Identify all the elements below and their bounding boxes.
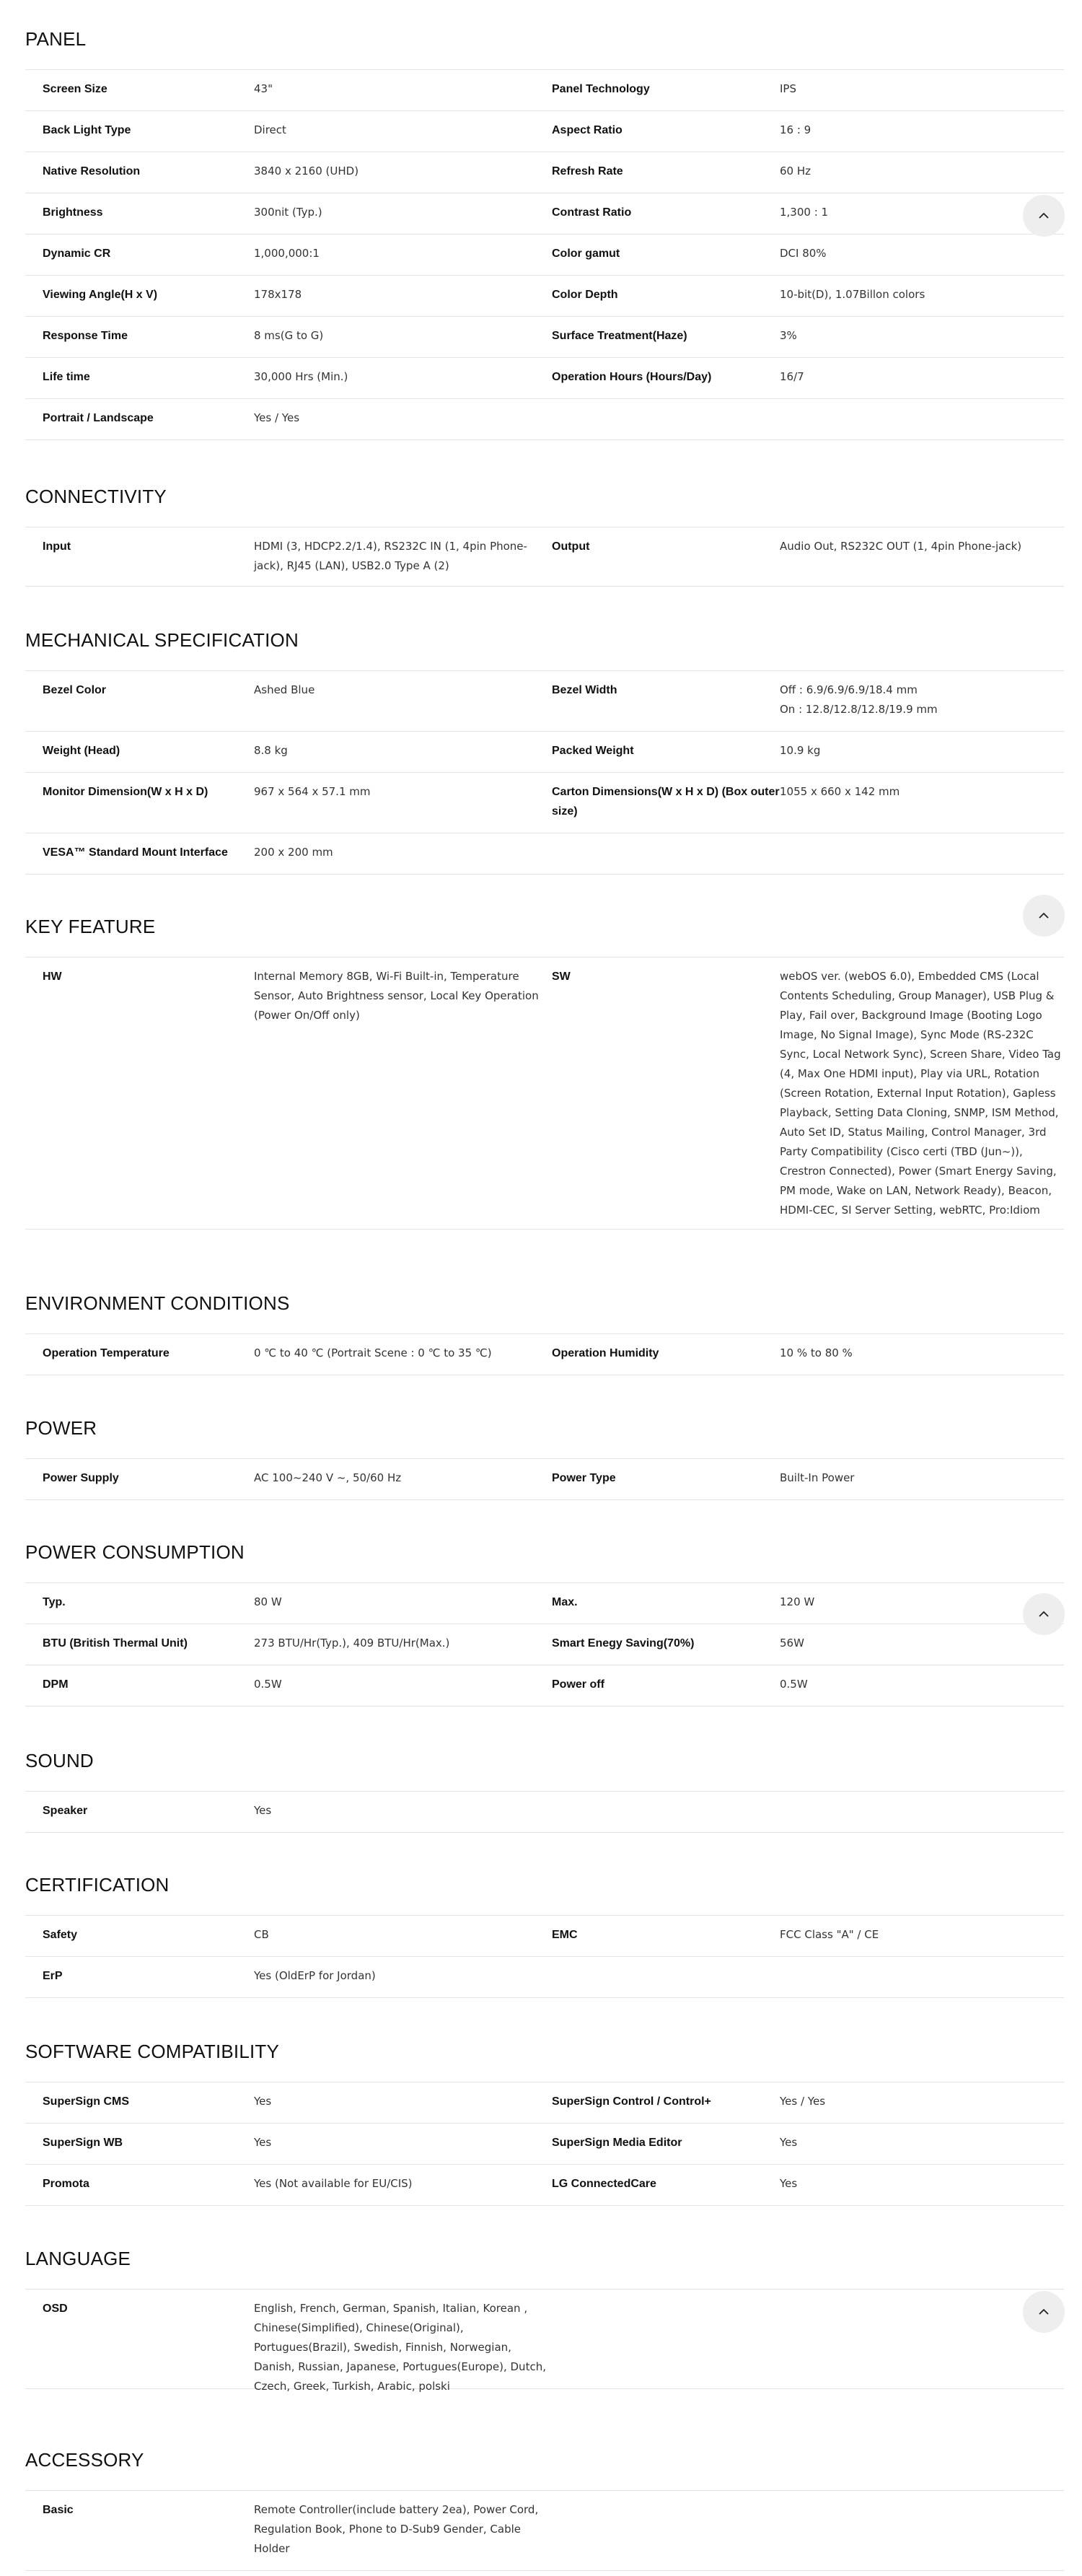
- spec-label: Contrast Ratio: [552, 206, 632, 219]
- spec-value: Off : 6.9/6.9/6.9/18.4 mm On : 12.8/12.8/12.8/19.9 mm: [780, 683, 938, 716]
- spec-label: Packed Weight: [552, 745, 634, 757]
- spec-value: English, French, German, Spanish, Italian, Korean , Chinese(Simplified), Chinese(Original), Portugues(Brazil), Swedish, Finnish, Norwegian, Danish, Russian, Japanese, Portugues(Europe), Dutch, Czech, Greek, Turkish, Arabic, polski: [254, 2302, 546, 2393]
- spec-row: [25, 2082, 1064, 2124]
- spec-label: Portrait / Landscape: [43, 412, 154, 424]
- scroll-top-button[interactable]: [1023, 195, 1065, 237]
- spec-label: Operation Temperature: [43, 1347, 170, 1359]
- spec-value: 43": [254, 82, 273, 95]
- spec-value: 0 ℃ to 40 ℃ (Portrait Scene : 0 ℃ to 35 ℃): [254, 1346, 492, 1359]
- spec-label: [552, 2290, 780, 2388]
- spec-row: [25, 152, 1064, 193]
- spec-value: 56W: [780, 1637, 804, 1650]
- spec-label: Power off: [552, 1678, 604, 1691]
- spec-row: [25, 2491, 1064, 2571]
- spec-value: [780, 2491, 1064, 2570]
- spec-value: [780, 399, 1064, 439]
- spec-value: 200 x 200 mm: [254, 846, 333, 859]
- spec-value: Direct: [254, 123, 286, 136]
- spec-value: 10-bit(D), 1.07Billon colors: [780, 288, 925, 301]
- spec-label: Operation Hours (Hours/Day): [552, 371, 712, 383]
- section-title: MECHANICAL SPECIFICATION: [25, 629, 299, 651]
- spec-value: 1,000,000:1: [254, 247, 320, 260]
- scroll-top-button[interactable]: [1023, 2291, 1065, 2333]
- spec-value: Yes: [780, 2177, 798, 2190]
- spec-value: 1,300 : 1: [780, 206, 829, 219]
- spec-value: AC 100~240 V ~, 50/60 Hz: [254, 1471, 402, 1484]
- spec-value: Yes / Yes: [780, 2095, 826, 2108]
- spec-label: Color gamut: [552, 247, 620, 260]
- spec-label: Bezel Color: [43, 684, 107, 696]
- spec-label: Carton Dimensions(W x H x D) (Box outer size): [552, 786, 780, 818]
- spec-value: Yes: [254, 1804, 272, 1817]
- spec-value: Yes: [254, 2136, 272, 2149]
- spec-row: [25, 1624, 1064, 1665]
- spec-label: HW: [43, 971, 62, 983]
- spec-label: Speaker: [43, 1805, 88, 1817]
- section-title: POWER CONSUMPTION: [25, 1541, 245, 1563]
- spec-value: 60 Hz: [780, 165, 812, 178]
- spec-value: [780, 833, 1064, 874]
- spec-row: [25, 1665, 1064, 1707]
- spec-value: 3%: [780, 329, 797, 342]
- spec-row: [25, 2290, 1064, 2393]
- spec-value: FCC Class "A" / CE: [780, 1928, 879, 1941]
- spec-value: 16/7: [780, 370, 804, 383]
- spec-value: Yes / Yes: [254, 411, 300, 424]
- section-title: ENVIRONMENT CONDITIONS: [25, 1292, 290, 1314]
- spec-table: [25, 527, 1064, 587]
- spec-label: [552, 833, 780, 874]
- spec-value: Ashed Blue: [254, 683, 315, 696]
- spec-value: 80 W: [254, 1595, 282, 1608]
- spec-label: Output: [552, 540, 590, 553]
- spec-label: Screen Size: [43, 83, 107, 95]
- spec-label: Typ.: [43, 1596, 66, 1608]
- spec-label: Back Light Type: [43, 124, 131, 136]
- spec-value: 967 x 564 x 57.1 mm: [254, 785, 371, 798]
- spec-label: Refresh Rate: [552, 165, 623, 178]
- spec-row: [25, 1459, 1064, 1500]
- spec-label: Dynamic CR: [43, 247, 111, 260]
- spec-row: [25, 671, 1064, 732]
- spec-value: Remote Controller(include battery 2ea), Power Cord, Regulation Book, Phone to D-Sub9 Gender, Cable Holder: [254, 2503, 539, 2555]
- spec-row: [25, 317, 1064, 358]
- spec-value: 10.9 kg: [780, 744, 821, 757]
- spec-value: [780, 2290, 1064, 2388]
- spec-value: webOS ver. (webOS 6.0), Embedded CMS (Local Contents Scheduling, Group Manager), USB Plug & Play, Fail over, Background Image (Booting Logo Image, No Signal Image), Sync Mode (RS-232C Sync, Local Network Sync), Screen Share, Video Tag (4, Max One HDMI input), Play via URL, Rotation (Screen Rotation, External Input Rotation), Gapless Playback, Setting Data Cloning, SNMP, ISM Method, Auto Set ID, Status Mailing, Control Manager, 3rd Party Compatibility (Cisco certi (TBD (Jun~)), Crestron Connected), Power (Smart Energy Saving, PM mode, Wake on LAN, Network Ready), Beacon, HDMI-CEC, SI Server Setting, webRTC, Pro:Idiom: [780, 970, 1061, 1217]
- spec-label: SuperSign CMS: [43, 2095, 130, 2108]
- spec-label: Smart Enegy Saving(70%): [552, 1637, 695, 1650]
- spec-label: Power Supply: [43, 1472, 119, 1484]
- spec-value: Internal Memory 8GB, Wi-Fi Built-in, Temperature Sensor, Auto Brightness sensor, Local Key Operation (Power On/Off only): [254, 970, 539, 1022]
- section-title: SOFTWARE COMPATIBILITY: [25, 2041, 280, 2062]
- spec-row: [25, 958, 1064, 1230]
- spec-label: Life time: [43, 371, 90, 383]
- spec-row: [25, 1334, 1064, 1375]
- spec-label: SW: [552, 971, 571, 983]
- spec-label: Bezel Width: [552, 684, 617, 696]
- spec-table: [25, 1791, 1064, 1833]
- spec-label: Weight (Head): [43, 745, 120, 757]
- spec-label: Surface Treatment(Haze): [552, 330, 687, 342]
- spec-row: [25, 358, 1064, 399]
- spec-label: Response Time: [43, 330, 128, 342]
- spec-table: [25, 1333, 1064, 1375]
- spec-label: Monitor Dimension(W x H x D): [43, 786, 208, 798]
- spec-value: 16 : 9: [780, 123, 812, 136]
- spec-table: [25, 957, 1064, 1230]
- spec-label: EMC: [552, 1929, 578, 1941]
- spec-value: 273 BTU/Hr(Typ.), 409 BTU/Hr(Max.): [254, 1637, 450, 1650]
- section-title: KEY FEATURE: [25, 916, 156, 937]
- spec-label: SuperSign Media Editor: [552, 2137, 682, 2149]
- spec-table: [25, 2082, 1064, 2206]
- spec-row: [25, 111, 1064, 152]
- spec-value: IPS: [780, 82, 796, 95]
- spec-label: Max.: [552, 1596, 578, 1608]
- spec-value: 300nit (Typ.): [254, 206, 322, 219]
- spec-label: Power Type: [552, 1472, 616, 1484]
- spec-table: [25, 1458, 1064, 1500]
- spec-value: 10 % to 80 %: [780, 1346, 853, 1359]
- spec-value: DCI 80%: [780, 247, 827, 260]
- spec-row: [25, 193, 1064, 235]
- spec-label: [552, 2491, 780, 2570]
- spec-label: Operation Humidity: [552, 1347, 659, 1359]
- chevron-up-icon: [1037, 2305, 1051, 2319]
- spec-table: [25, 1582, 1064, 1707]
- spec-table: [25, 670, 1064, 875]
- spec-value: 3840 x 2160 (UHD): [254, 165, 359, 178]
- spec-label: Viewing Angle(H x V): [43, 289, 158, 301]
- spec-label: DPM: [43, 1678, 69, 1691]
- spec-value: Yes: [780, 2136, 798, 2149]
- spec-label: Safety: [43, 1929, 78, 1941]
- spec-table: [25, 2490, 1064, 2571]
- spec-label: Input: [43, 540, 71, 553]
- spec-row: [25, 2165, 1064, 2206]
- spec-label: Color Depth: [552, 289, 618, 301]
- spec-row: [25, 1957, 1064, 1998]
- spec-value: 8.8 kg: [254, 744, 288, 757]
- scroll-top-button[interactable]: [1023, 895, 1065, 937]
- spec-label: Promota: [43, 2178, 89, 2190]
- spec-row: [25, 2124, 1064, 2165]
- spec-value: [780, 1957, 1064, 1997]
- spec-row: [25, 70, 1064, 111]
- spec-value: 178x178: [254, 288, 302, 301]
- chevron-up-icon: [1037, 209, 1051, 223]
- spec-label: VESA™ Standard Mount Interface: [43, 846, 228, 859]
- spec-row: [25, 276, 1064, 317]
- spec-label: ErP: [43, 1970, 63, 1982]
- section-title: SOUND: [25, 1750, 94, 1771]
- chevron-up-icon: [1037, 908, 1051, 923]
- spec-value: [780, 1792, 1064, 1832]
- spec-row: [25, 773, 1064, 833]
- spec-row: [25, 399, 1064, 440]
- spec-table: [25, 1915, 1064, 1998]
- spec-label: SuperSign Control / Control+: [552, 2095, 711, 2108]
- spec-row: [25, 1792, 1064, 1833]
- scroll-top-button[interactable]: [1023, 1593, 1065, 1635]
- spec-row: [25, 732, 1064, 773]
- spec-value: 8 ms(G to G): [254, 329, 324, 342]
- spec-label: OSD: [43, 2303, 68, 2315]
- spec-value: Yes (Not available for EU/CIS): [254, 2177, 413, 2190]
- section-title: PANEL: [25, 28, 87, 50]
- section-title: CERTIFICATION: [25, 1874, 170, 1896]
- spec-table: [25, 2289, 1064, 2393]
- spec-value: Audio Out, RS232C OUT (1, 4pin Phone-jack): [780, 540, 1022, 553]
- spec-label: Aspect Ratio: [552, 124, 623, 136]
- spec-label: Basic: [43, 2504, 74, 2516]
- spec-table: [25, 69, 1064, 440]
- spec-label: Panel Technology: [552, 83, 650, 95]
- section-title: LANGUAGE: [25, 2248, 131, 2269]
- spec-row: [25, 1916, 1064, 1957]
- spec-value: 0.5W: [780, 1678, 808, 1691]
- spec-value: Yes (OldErP for Jordan): [254, 1969, 376, 1982]
- spec-value: HDMI (3, HDCP2.2/1.4), RS232C IN (1, 4pin Phone-jack), RJ45 (LAN), USB2.0 Type A (2): [254, 540, 527, 572]
- spec-value: 120 W: [780, 1595, 815, 1608]
- spec-value: Built-In Power: [780, 1471, 855, 1484]
- spec-row: [25, 527, 1064, 587]
- spec-label: Brightness: [43, 206, 103, 219]
- spec-value: Yes: [254, 2095, 272, 2108]
- chevron-up-icon: [1037, 1607, 1051, 1621]
- spec-row: [25, 833, 1064, 875]
- spec-value: 30,000 Hrs (Min.): [254, 370, 348, 383]
- spec-row: [25, 235, 1064, 276]
- spec-label: LG ConnectedCare: [552, 2178, 656, 2190]
- spec-value: 0.5W: [254, 1678, 282, 1691]
- spec-label: Native Resolution: [43, 165, 141, 178]
- spec-value: CB: [254, 1928, 269, 1941]
- spec-label: [552, 1957, 780, 1997]
- section-title: ACCESSORY: [25, 2449, 144, 2471]
- spec-value: 1055 x 660 x 142 mm: [780, 785, 900, 798]
- spec-row: [25, 1583, 1064, 1624]
- spec-label: [552, 399, 780, 439]
- spec-label: BTU (British Thermal Unit): [43, 1637, 188, 1650]
- section-title: CONNECTIVITY: [25, 486, 167, 507]
- section-title: POWER: [25, 1417, 97, 1439]
- spec-label: [552, 1792, 780, 1832]
- spec-label: SuperSign WB: [43, 2137, 123, 2149]
